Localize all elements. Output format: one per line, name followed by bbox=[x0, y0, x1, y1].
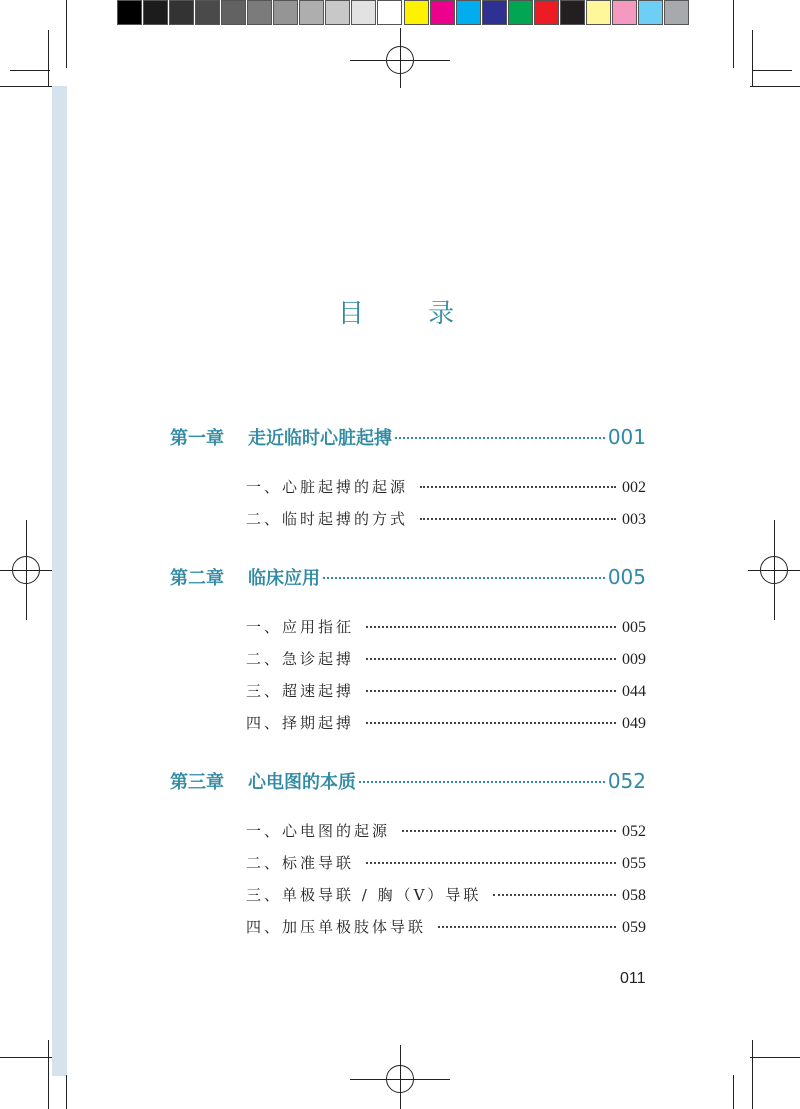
swatch bbox=[430, 0, 455, 25]
toc-entry[interactable] bbox=[246, 712, 646, 736]
crop-mark bbox=[750, 1057, 800, 1058]
entry-page: 059 bbox=[622, 919, 646, 936]
swatch bbox=[325, 0, 350, 25]
chapter-name: 走近临时心脏起搏 bbox=[248, 428, 392, 449]
toc-entry[interactable] bbox=[246, 916, 646, 940]
entry-page: 052 bbox=[622, 823, 646, 840]
toc-chapter-2[interactable] bbox=[170, 564, 646, 594]
swatch bbox=[638, 0, 663, 25]
swatch bbox=[456, 0, 481, 25]
dot-leader bbox=[366, 626, 616, 628]
crop-mark bbox=[66, 1075, 67, 1109]
entry-label: 四、择期起搏 bbox=[246, 714, 355, 732]
entry-label: 二、标准导联 bbox=[246, 854, 355, 872]
dot-leader bbox=[420, 486, 616, 488]
dot-leader bbox=[366, 690, 616, 692]
entry-label: 一、应用指征 bbox=[246, 618, 355, 636]
swatch bbox=[221, 0, 246, 25]
swatch bbox=[273, 0, 298, 25]
crop-mark bbox=[48, 1040, 49, 1109]
grayscale-color-bar bbox=[117, 0, 403, 27]
crop-mark bbox=[66, 0, 67, 68]
swatch bbox=[143, 0, 168, 25]
page-number: 011 bbox=[620, 970, 646, 987]
swatch bbox=[612, 0, 637, 25]
swatch bbox=[247, 0, 272, 25]
dot-leader bbox=[359, 781, 605, 783]
toc-entry[interactable] bbox=[246, 476, 646, 500]
swatch bbox=[560, 0, 585, 25]
entry-page: 058 bbox=[622, 887, 646, 904]
crop-mark bbox=[0, 86, 52, 87]
toc-entry[interactable] bbox=[246, 852, 646, 876]
toc-chapter-1[interactable] bbox=[170, 424, 646, 454]
chapter-page: 052 bbox=[607, 769, 646, 793]
toc-entry[interactable] bbox=[246, 648, 646, 672]
swatch bbox=[534, 0, 559, 25]
chapter-name: 临床应用 bbox=[248, 568, 320, 589]
chapter-number: 第二章 bbox=[170, 568, 224, 589]
swatch bbox=[117, 0, 142, 25]
crop-mark bbox=[10, 70, 50, 71]
toc-entry[interactable] bbox=[246, 820, 646, 844]
swatch bbox=[299, 0, 324, 25]
entry-label: 二、临时起搏的方式 bbox=[246, 510, 409, 528]
crop-mark bbox=[0, 1057, 52, 1058]
entry-page: 005 bbox=[622, 619, 646, 636]
dot-leader bbox=[366, 722, 616, 724]
crop-mark bbox=[48, 30, 49, 86]
entry-label: 三、单极导联 / 胸（V）导联 bbox=[246, 886, 482, 904]
swatch bbox=[508, 0, 533, 25]
chapter-page: 001 bbox=[607, 425, 646, 449]
entry-page: 003 bbox=[622, 511, 646, 528]
entry-page: 055 bbox=[622, 855, 646, 872]
chapter-page: 005 bbox=[607, 565, 646, 589]
entry-page: 002 bbox=[622, 479, 646, 496]
swatch bbox=[377, 0, 402, 25]
toc-entry[interactable] bbox=[246, 680, 646, 704]
swatch bbox=[195, 0, 220, 25]
swatch bbox=[664, 0, 689, 25]
crop-mark bbox=[752, 70, 792, 71]
toc-entry[interactable] bbox=[246, 884, 646, 908]
dot-leader bbox=[366, 658, 616, 660]
entry-page: 009 bbox=[622, 651, 646, 668]
dot-leader bbox=[493, 894, 616, 896]
swatch bbox=[351, 0, 376, 25]
process-color-bar bbox=[404, 0, 690, 27]
swatch bbox=[404, 0, 429, 25]
dot-leader bbox=[366, 862, 616, 864]
toc-title: 目 录 bbox=[337, 299, 483, 329]
spine-shade-band bbox=[52, 86, 67, 1076]
crop-mark bbox=[752, 30, 753, 86]
toc-entry[interactable] bbox=[246, 508, 646, 532]
entry-label: 三、超速起搏 bbox=[246, 682, 355, 700]
swatch bbox=[586, 0, 611, 25]
entry-label: 一、心脏起搏的起源 bbox=[246, 478, 409, 496]
dot-leader bbox=[323, 577, 605, 579]
toc-entry[interactable] bbox=[246, 616, 646, 640]
dot-leader bbox=[420, 518, 616, 520]
toc-chapter-3[interactable] bbox=[170, 768, 646, 798]
entry-label: 二、急诊起搏 bbox=[246, 650, 355, 668]
crop-mark bbox=[752, 1040, 753, 1109]
crop-mark bbox=[750, 86, 800, 87]
dot-leader bbox=[438, 926, 616, 928]
swatch bbox=[482, 0, 507, 25]
dot-leader bbox=[395, 437, 605, 439]
crop-mark bbox=[733, 1075, 734, 1109]
entry-page: 044 bbox=[622, 683, 646, 700]
swatch bbox=[169, 0, 194, 25]
crop-mark bbox=[733, 0, 734, 68]
chapter-name: 心电图的本质 bbox=[248, 772, 356, 793]
entry-label: 一、心电图的起源 bbox=[246, 822, 391, 840]
entry-label: 四、加压单极肢体导联 bbox=[246, 918, 427, 936]
chapter-number: 第一章 bbox=[170, 428, 224, 449]
dot-leader bbox=[402, 830, 616, 832]
entry-page: 049 bbox=[622, 715, 646, 732]
chapter-number: 第三章 bbox=[170, 772, 224, 793]
